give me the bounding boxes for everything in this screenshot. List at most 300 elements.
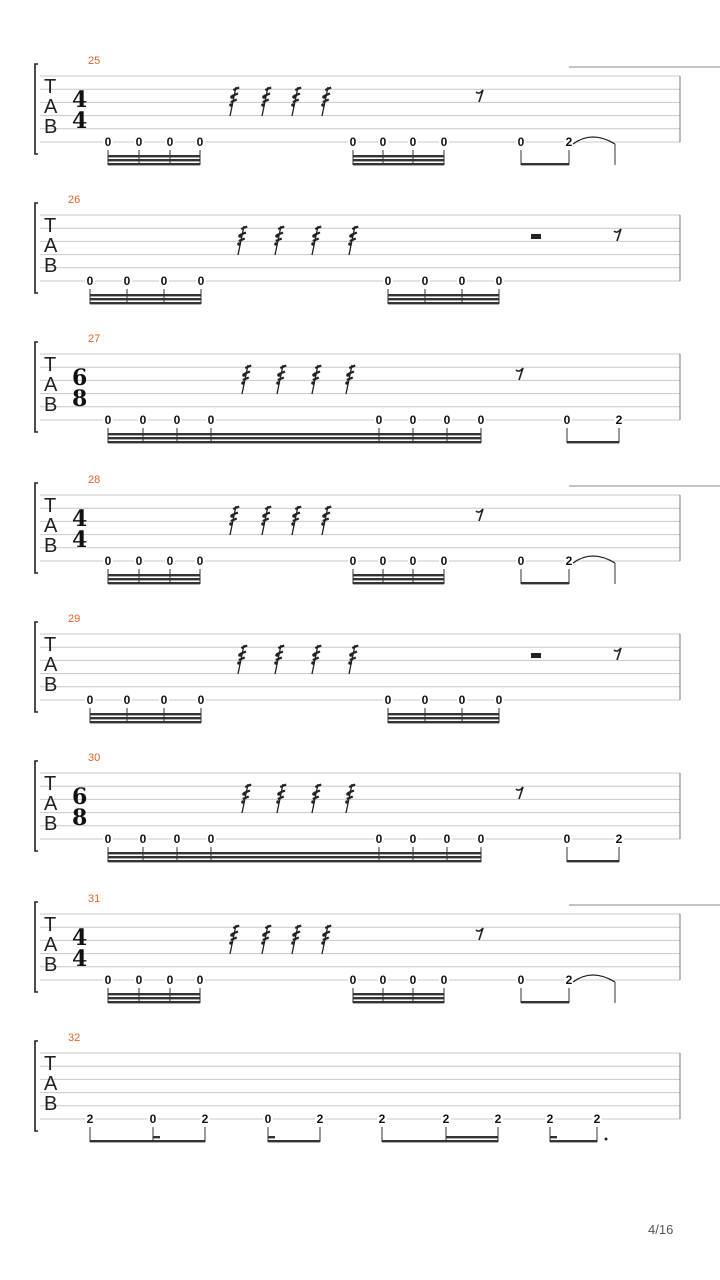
- fret-number: 0: [384, 693, 392, 707]
- slash-dot: [261, 941, 265, 945]
- fret-number: 0: [86, 693, 94, 707]
- slash-flag: [263, 100, 269, 103]
- slash-dot: [291, 522, 295, 526]
- tab-letter-b: B: [44, 394, 58, 416]
- time-sig-denominator: 4: [72, 946, 88, 972]
- slash-dot: [322, 95, 326, 99]
- time-sig-numerator: 4: [72, 87, 88, 113]
- system-bracket: [35, 342, 38, 432]
- slash-mark: [261, 925, 271, 954]
- slash-mark: [229, 506, 239, 535]
- slash-dot: [346, 792, 350, 796]
- fret-number: 0: [135, 135, 143, 149]
- fret-number: 2: [565, 135, 573, 149]
- tab-letter-a: A: [44, 934, 58, 956]
- fret-number: 0: [379, 135, 387, 149]
- beam: [521, 1001, 569, 1003]
- fret-number: 0: [384, 274, 392, 288]
- slash-dot: [238, 653, 242, 657]
- slash-dot: [345, 381, 349, 385]
- slash-dot: [292, 514, 296, 518]
- slash-dot: [349, 234, 353, 238]
- fret-number: 0: [160, 274, 168, 288]
- slash-mark: [276, 365, 286, 394]
- system-bracket: [35, 64, 38, 154]
- beam: [108, 578, 200, 580]
- tab-letter-a: A: [44, 374, 58, 396]
- fret-number: 0: [123, 693, 131, 707]
- slash-flag: [278, 797, 284, 800]
- slash-mark: [321, 87, 331, 116]
- tie: [573, 556, 615, 563]
- beam: [108, 860, 481, 862]
- system-32: [35, 1032, 680, 1142]
- beam: [388, 721, 499, 723]
- measure-number: 31: [88, 893, 101, 905]
- slash-dot: [291, 103, 295, 107]
- fret-number: 0: [409, 832, 417, 846]
- beam: [108, 1001, 200, 1003]
- time-sig-numerator: 4: [72, 506, 88, 532]
- fret-number: 0: [409, 554, 417, 568]
- fret-number: 0: [379, 554, 387, 568]
- fret-number: 0: [375, 413, 383, 427]
- slash-mark: [321, 506, 331, 535]
- slash-flag: [347, 378, 353, 381]
- slash-mark: [321, 925, 331, 954]
- system-bracket: [35, 483, 38, 573]
- slash-dot: [349, 653, 353, 657]
- tab-letter-a: A: [44, 1073, 58, 1095]
- fret-number: 0: [135, 973, 143, 987]
- tab-letter-t: T: [44, 773, 57, 795]
- slash-mark: [261, 87, 271, 116]
- tab-letter-b: B: [44, 535, 58, 557]
- slash-mark: [311, 226, 321, 255]
- slash-flag: [350, 239, 356, 242]
- tab-letter-t: T: [44, 354, 57, 376]
- fret-number: 0: [409, 973, 417, 987]
- tab-letter-a: A: [44, 515, 58, 537]
- fret-number: 2: [615, 832, 623, 846]
- beam: [90, 298, 201, 300]
- slash-mark: [274, 645, 284, 674]
- system-bracket: [35, 203, 38, 293]
- slash-mark: [229, 87, 239, 116]
- fret-number: 2: [201, 1112, 209, 1126]
- slash-dot: [262, 95, 266, 99]
- beam: [108, 856, 481, 858]
- slash-flag: [231, 519, 237, 522]
- beam: [388, 717, 499, 719]
- tab-letter-t: T: [44, 76, 57, 98]
- fret-number: 2: [442, 1112, 450, 1126]
- fret-number: 0: [563, 832, 571, 846]
- fret-number: 0: [149, 1112, 157, 1126]
- beam: [388, 294, 499, 296]
- system-29: [35, 613, 680, 723]
- beam: [90, 721, 201, 723]
- fret-number: 0: [104, 135, 112, 149]
- slash-dot: [348, 242, 352, 246]
- fret-number: 2: [494, 1112, 502, 1126]
- tab-letter-t: T: [44, 1053, 57, 1075]
- slash-dot: [262, 514, 266, 518]
- time-sig-denominator: 8: [72, 386, 88, 412]
- slash-dot: [321, 522, 325, 526]
- measure-number: 28: [88, 474, 101, 486]
- beam: [353, 574, 444, 576]
- slash-dot: [237, 242, 241, 246]
- tie: [573, 137, 615, 144]
- slash-mark: [345, 365, 355, 394]
- measure-number: 30: [88, 752, 101, 764]
- slash-dot: [275, 653, 279, 657]
- slash-flag: [323, 938, 329, 941]
- beam: [90, 713, 201, 715]
- slash-dot: [242, 792, 246, 796]
- fret-number: 0: [440, 135, 448, 149]
- slash-dot: [241, 381, 245, 385]
- tab-letter-b: B: [44, 255, 58, 277]
- beam: [353, 997, 444, 999]
- slash-flag: [313, 239, 319, 242]
- beam: [108, 582, 200, 584]
- tab-letter-t: T: [44, 215, 57, 237]
- slash-flag: [231, 938, 237, 941]
- fret-number: 0: [421, 693, 429, 707]
- time-sig-denominator: 4: [72, 108, 88, 134]
- rhythm-dot: [605, 1138, 608, 1141]
- beam: [108, 993, 200, 995]
- beam-hook: [550, 1136, 557, 1138]
- beam: [90, 294, 201, 296]
- slash-dot: [346, 373, 350, 377]
- beam: [108, 437, 481, 439]
- beam: [388, 298, 499, 300]
- fret-number: 0: [104, 413, 112, 427]
- slash-dot: [262, 933, 266, 937]
- slash-flag: [278, 378, 284, 381]
- fret-number: 0: [517, 973, 525, 987]
- tab-letter-t: T: [44, 495, 57, 517]
- slash-dot: [276, 381, 280, 385]
- system-bracket: [35, 761, 38, 851]
- fret-number: 0: [196, 554, 204, 568]
- fret-number: 0: [139, 832, 147, 846]
- beam: [382, 1140, 498, 1142]
- slash-mark: [276, 784, 286, 813]
- half-rest: [531, 234, 541, 239]
- fret-number: 0: [166, 973, 174, 987]
- slash-mark: [237, 226, 247, 255]
- slash-dot: [322, 933, 326, 937]
- tab-letter-t: T: [44, 634, 57, 656]
- slash-flag: [263, 519, 269, 522]
- time-sig-numerator: 4: [72, 925, 88, 951]
- fret-number: 0: [440, 554, 448, 568]
- system-28: [35, 474, 720, 584]
- fret-number: 0: [349, 554, 357, 568]
- slash-dot: [241, 800, 245, 804]
- fret-number: 0: [495, 274, 503, 288]
- slash-mark: [348, 226, 358, 255]
- fret-number: 0: [477, 413, 485, 427]
- slash-flag: [323, 519, 329, 522]
- slash-dot: [311, 381, 315, 385]
- fret-number: 0: [349, 973, 357, 987]
- fret-number: 0: [104, 554, 112, 568]
- fret-number: 0: [421, 274, 429, 288]
- slash-dot: [321, 941, 325, 945]
- slash-dot: [311, 242, 315, 246]
- slash-dot: [277, 792, 281, 796]
- slash-dot: [292, 933, 296, 937]
- fret-number: 0: [173, 832, 181, 846]
- tab-letter-a: A: [44, 96, 58, 118]
- slash-mark: [291, 925, 301, 954]
- slash-dot: [242, 373, 246, 377]
- fret-number: 0: [477, 832, 485, 846]
- fret-number: 0: [104, 973, 112, 987]
- system-30: [35, 752, 680, 862]
- fret-number: 0: [86, 274, 94, 288]
- beam: [90, 717, 201, 719]
- beam: [550, 1140, 597, 1142]
- half-rest: [531, 653, 541, 658]
- system-bracket: [35, 622, 38, 712]
- slash-mark: [291, 87, 301, 116]
- slash-dot: [312, 653, 316, 657]
- slash-flag: [263, 938, 269, 941]
- slash-dot: [230, 95, 234, 99]
- beam: [108, 433, 481, 435]
- beam: [388, 713, 499, 715]
- fret-number: 2: [378, 1112, 386, 1126]
- slash-mark: [237, 645, 247, 674]
- slash-dot: [312, 792, 316, 796]
- fret-number: 0: [409, 135, 417, 149]
- fret-number: 0: [135, 554, 143, 568]
- slash-dot: [348, 661, 352, 665]
- slash-dot: [238, 234, 242, 238]
- beam: [353, 578, 444, 580]
- measure-number: 32: [68, 1032, 81, 1044]
- beam-hook: [268, 1136, 275, 1138]
- fret-number: 0: [517, 135, 525, 149]
- beam: [353, 993, 444, 995]
- fret-number: 0: [379, 973, 387, 987]
- beam: [567, 441, 619, 443]
- beam: [446, 1136, 498, 1138]
- beam: [353, 163, 444, 165]
- fret-number: 0: [443, 413, 451, 427]
- fret-number: 0: [139, 413, 147, 427]
- slash-dot: [230, 933, 234, 937]
- slash-dot: [230, 514, 234, 518]
- fret-number: 0: [166, 554, 174, 568]
- slash-dot: [261, 522, 265, 526]
- fret-number: 0: [458, 693, 466, 707]
- slash-dot: [229, 941, 233, 945]
- slash-mark: [261, 506, 271, 535]
- slash-mark: [241, 784, 251, 813]
- slash-flag: [239, 239, 245, 242]
- fret-number: 2: [615, 413, 623, 427]
- fret-number: 2: [316, 1112, 324, 1126]
- system-26: [35, 194, 680, 304]
- beam: [353, 1001, 444, 1003]
- tab-letter-b: B: [44, 674, 58, 696]
- measure-number: 26: [68, 194, 81, 206]
- tab-letter-t: T: [44, 914, 57, 936]
- fret-number: 0: [207, 832, 215, 846]
- beam: [521, 582, 569, 584]
- slash-mark: [241, 365, 251, 394]
- tab-letter-b: B: [44, 954, 58, 976]
- fret-number: 2: [565, 554, 573, 568]
- time-sig-numerator: 6: [72, 784, 88, 810]
- slash-dot: [322, 514, 326, 518]
- fret-number: 0: [409, 413, 417, 427]
- fret-number: 0: [517, 554, 525, 568]
- slash-dot: [229, 103, 233, 107]
- fret-number: 0: [123, 274, 131, 288]
- fret-number: 0: [375, 832, 383, 846]
- slash-dot: [312, 373, 316, 377]
- slash-dot: [261, 103, 265, 107]
- slash-flag: [293, 100, 299, 103]
- slash-dot: [237, 661, 241, 665]
- slash-flag: [313, 378, 319, 381]
- fret-number: 0: [458, 274, 466, 288]
- beam: [108, 163, 200, 165]
- fret-number: 0: [443, 832, 451, 846]
- beam: [108, 155, 200, 157]
- beam: [567, 860, 619, 862]
- tab-letter-a: A: [44, 793, 58, 815]
- beam: [108, 997, 200, 999]
- fret-number: 2: [86, 1112, 94, 1126]
- slash-dot: [277, 373, 281, 377]
- time-sig-denominator: 8: [72, 805, 88, 831]
- beam: [90, 302, 201, 304]
- beam: [521, 163, 569, 165]
- beam: [353, 159, 444, 161]
- measure-number: 25: [88, 55, 101, 67]
- slash-mark: [348, 645, 358, 674]
- system-27: [35, 333, 680, 443]
- tab-letter-b: B: [44, 1093, 58, 1115]
- tab-letter-a: A: [44, 235, 58, 257]
- page-number: 4/16: [648, 1222, 674, 1237]
- slash-dot: [275, 234, 279, 238]
- slash-flag: [276, 239, 282, 242]
- system-bracket: [35, 1041, 38, 1131]
- slash-dot: [345, 800, 349, 804]
- slash-mark: [274, 226, 284, 255]
- slash-dot: [291, 941, 295, 945]
- slash-mark: [229, 925, 239, 954]
- fret-number: 2: [593, 1112, 601, 1126]
- fret-number: 0: [160, 693, 168, 707]
- beam: [268, 1140, 320, 1142]
- system-31: [35, 893, 720, 1003]
- time-sig-denominator: 4: [72, 527, 88, 553]
- tie: [573, 975, 615, 982]
- fret-number: 2: [565, 973, 573, 987]
- slash-flag: [313, 797, 319, 800]
- slash-dot: [292, 95, 296, 99]
- beam: [353, 155, 444, 157]
- slash-flag: [293, 938, 299, 941]
- fret-number: 0: [349, 135, 357, 149]
- fret-number: 0: [264, 1112, 272, 1126]
- fret-number: 0: [196, 135, 204, 149]
- beam: [90, 1140, 205, 1142]
- beam-hook: [153, 1136, 160, 1138]
- fret-number: 0: [197, 274, 205, 288]
- measure-number: 27: [88, 333, 101, 345]
- measure-number: 29: [68, 613, 81, 625]
- system-bracket: [35, 902, 38, 992]
- fret-number: 2: [546, 1112, 554, 1126]
- slash-dot: [312, 234, 316, 238]
- time-sig-numerator: 6: [72, 365, 88, 391]
- fret-number: 0: [440, 973, 448, 987]
- fret-number: 0: [104, 832, 112, 846]
- slash-flag: [243, 797, 249, 800]
- beam: [353, 582, 444, 584]
- slash-flag: [239, 658, 245, 661]
- tab-letter-a: A: [44, 654, 58, 676]
- slash-flag: [276, 658, 282, 661]
- slash-mark: [311, 365, 321, 394]
- slash-mark: [345, 784, 355, 813]
- slash-flag: [350, 658, 356, 661]
- fret-number: 0: [495, 693, 503, 707]
- fret-number: 0: [563, 413, 571, 427]
- slash-dot: [311, 800, 315, 804]
- slash-mark: [291, 506, 301, 535]
- slash-dot: [321, 103, 325, 107]
- slash-flag: [347, 797, 353, 800]
- tab-letter-b: B: [44, 116, 58, 138]
- system-25: [35, 55, 720, 165]
- slash-flag: [243, 378, 249, 381]
- slash-dot: [276, 800, 280, 804]
- slash-flag: [313, 658, 319, 661]
- beam: [388, 302, 499, 304]
- beam: [108, 441, 481, 443]
- beam: [108, 574, 200, 576]
- beam: [108, 159, 200, 161]
- fret-number: 0: [166, 135, 174, 149]
- slash-flag: [323, 100, 329, 103]
- slash-mark: [311, 784, 321, 813]
- slash-dot: [229, 522, 233, 526]
- slash-dot: [311, 661, 315, 665]
- fret-number: 0: [173, 413, 181, 427]
- slash-mark: [311, 645, 321, 674]
- tab-letter-b: B: [44, 813, 58, 835]
- slash-dot: [274, 661, 278, 665]
- fret-number: 0: [207, 413, 215, 427]
- fret-number: 0: [197, 693, 205, 707]
- slash-dot: [274, 242, 278, 246]
- slash-flag: [231, 100, 237, 103]
- fret-number: 0: [196, 973, 204, 987]
